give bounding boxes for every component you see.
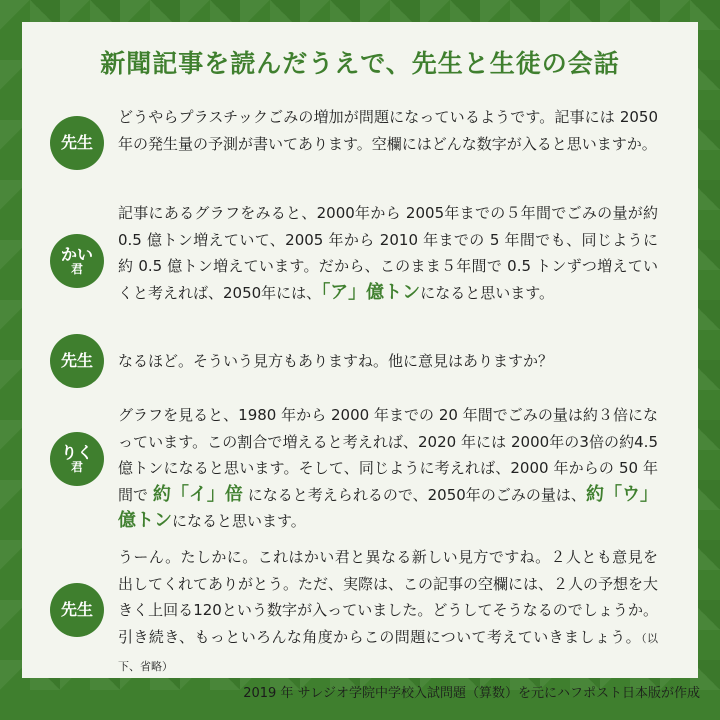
speaker-badge: [50, 334, 104, 388]
speaker-badge: [50, 583, 104, 637]
source-credit: 2019 年 サレジオ学院中学校入試問題（算数）を元にハフポスト日本版が作成: [243, 686, 700, 701]
answer-blank-u: 約「ウ」億トン: [118, 483, 659, 531]
dialogue-text-part: になると思います。: [420, 283, 554, 302]
dialogue-text-part: グラフを見ると、1980 年から 2000 年までの 20 年間でごみの量は約３倍になっています。この割合で増えると考えれば、2020 年には 2000年の3倍の約4.5億トンになると思います。そして、同じように考えれば、2000 年からの 50 年間で: [118, 406, 658, 504]
speaker-badge: [50, 234, 104, 288]
speaker-suffix: 君: [70, 262, 83, 277]
omission-note: （以下、省略）: [118, 631, 659, 673]
speaker-name: 先生: [60, 133, 93, 153]
dialogue-text-part: になると考えられるので、2050年のごみの量は、: [242, 485, 586, 504]
speaker-name: 先生: [60, 351, 93, 371]
page-title: 新聞記事を読んだうえで、先生と生徒の会話: [100, 49, 620, 78]
dialogue-text: [118, 200, 658, 306]
speaker-badge: [50, 432, 104, 486]
dialogue-text-part: になると思います。: [172, 512, 306, 530]
dialogue-text: なるほど。そういう見方もありますね。他に意見はありますか？: [118, 352, 554, 370]
answer-blank-i: 約「イ」倍: [152, 483, 243, 505]
dialogue-text: どうやらプラスチックごみの増加が問題になっているようです。記事には 2050 年の発生量の予測が書いてあります。空欄にはどんな数字が入ると思いますか。: [118, 108, 658, 153]
dialogue-text: [118, 544, 658, 681]
speaker-suffix: 君: [70, 460, 83, 475]
dialogue-text: [118, 402, 658, 535]
dialogue-text-part: うーん。たしかに。これはかい君と異なる新しい見方ですね。２人とも意見を出してくれてありがとう。ただ、実際は、この記事の空欄には、２人の予想を大きく上回る120という数字が入っていました。どうしてそうなるのでしょうか。引き続き、もっといろんな角度からこの問題について考えていきましょう。: [118, 548, 659, 646]
speaker-name: りく: [60, 442, 93, 462]
speaker-name: 先生: [60, 600, 93, 620]
answer-blank-a: 「ア」億トン: [321, 281, 421, 303]
dialogue-text-part: 記事にあるグラフをみると、2000年から 2005年までの５年間でごみの量が約 0.5 億トン増えていて、2005 年から 2010 年までの 5 年間でも、同じように約 0.5 億トン増えています。だから、このまま５年間で 0.5 トンずつ増えていくと考えれば、2050年には、: [118, 204, 658, 302]
speaker-badge: [50, 116, 104, 170]
speaker-name: かい: [60, 244, 93, 264]
